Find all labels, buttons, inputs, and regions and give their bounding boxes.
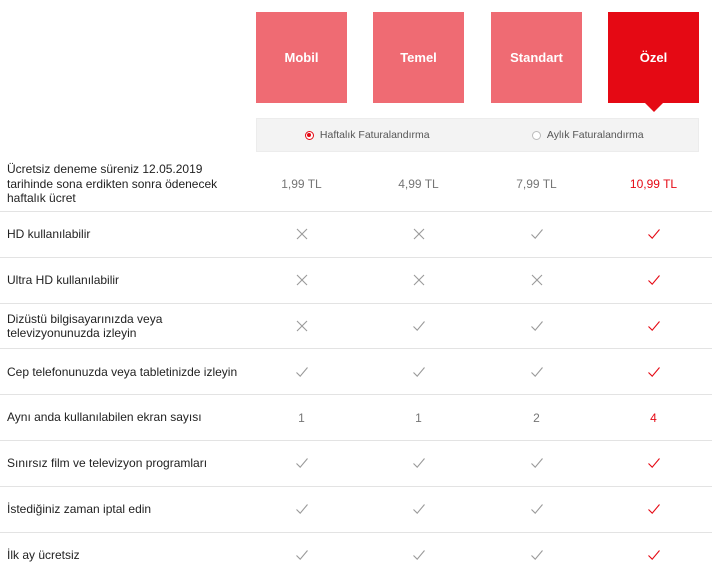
plan-selector [0,12,720,112]
billing-weekly-label: Haftalık Faturalandırma [319,129,430,141]
check-icon [608,533,699,579]
check-icon [608,487,699,532]
feature-label: Dizüstü bilgisayarınızda veya televizyonunuzda izleyin [7,311,163,340]
cross-icon [373,258,464,303]
plan-name: Özel [639,50,668,65]
plan-card-mobil[interactable] [256,12,347,103]
billing-option-weekly[interactable] [257,119,478,151]
table-row [0,157,712,212]
check-icon [256,349,347,394]
plan-name: Temel [400,50,437,65]
check-icon [491,304,582,349]
feature-label: İlk ay ücretsiz [7,548,80,563]
plan-value: 2 [533,410,540,425]
check-icon [491,349,582,394]
cross-icon [373,212,464,257]
billing-monthly-label: Aylık Faturalandırma [546,129,644,141]
check-icon [256,441,347,486]
check-icon [491,533,582,579]
plan-name: Mobil [284,50,319,65]
plan-name: Standart [510,50,563,65]
table-row [0,395,712,441]
plan-value: 4,99 TL [398,177,439,191]
feature-label: HD kullanılabilir [7,227,91,242]
plan-value: 10,99 TL [629,177,678,191]
cross-icon [256,212,347,257]
plan-card-standart[interactable] [491,12,582,103]
billing-option-monthly[interactable] [478,119,699,151]
table-row [0,212,712,258]
billing-toggle [256,118,699,152]
check-icon [373,487,464,532]
check-icon [608,212,699,257]
plan-value: 4 [650,410,657,425]
plan-value: 1,99 TL [281,177,322,191]
cross-icon [491,258,582,303]
check-icon [491,441,582,486]
feature-label: Ücretsiz deneme süreniz 12.05.2019 tarihinde sona erdikten sonra ödenecek haftalık ücret [7,162,218,206]
check-icon [373,304,464,349]
check-icon [373,441,464,486]
radio-weekly[interactable] [305,131,314,140]
table-row [0,349,712,395]
feature-comparison-table [0,157,712,578]
cross-icon [256,304,347,349]
check-icon [608,349,699,394]
feature-label: Aynı anda kullanılabilen ekran sayısı [7,410,202,425]
check-icon [491,487,582,532]
table-row [0,487,712,533]
table-row [0,258,712,304]
plan-card-ozel[interactable] [608,12,699,103]
feature-label: Sınırsız film ve televizyon programları [7,456,208,471]
check-icon [491,212,582,257]
check-icon [256,487,347,532]
plan-value: 1 [415,410,422,425]
cross-icon [256,258,347,303]
check-icon [608,258,699,303]
feature-label: Cep telefonunuzda veya tabletinizde izleyin [7,364,238,379]
feature-label: Ultra HD kullanılabilir [7,273,120,287]
feature-label: İstediğiniz zaman iptal edin [7,501,152,516]
check-icon [373,349,464,394]
check-icon [373,533,464,579]
radio-monthly[interactable] [532,131,541,140]
table-row [0,441,712,487]
table-row [0,533,712,579]
plan-value: 1 [298,410,305,425]
plan-value: 7,99 TL [516,177,557,191]
check-icon [608,441,699,486]
plan-card-temel[interactable] [373,12,464,103]
table-row [0,304,712,350]
check-icon [256,533,347,579]
check-icon [608,304,699,349]
